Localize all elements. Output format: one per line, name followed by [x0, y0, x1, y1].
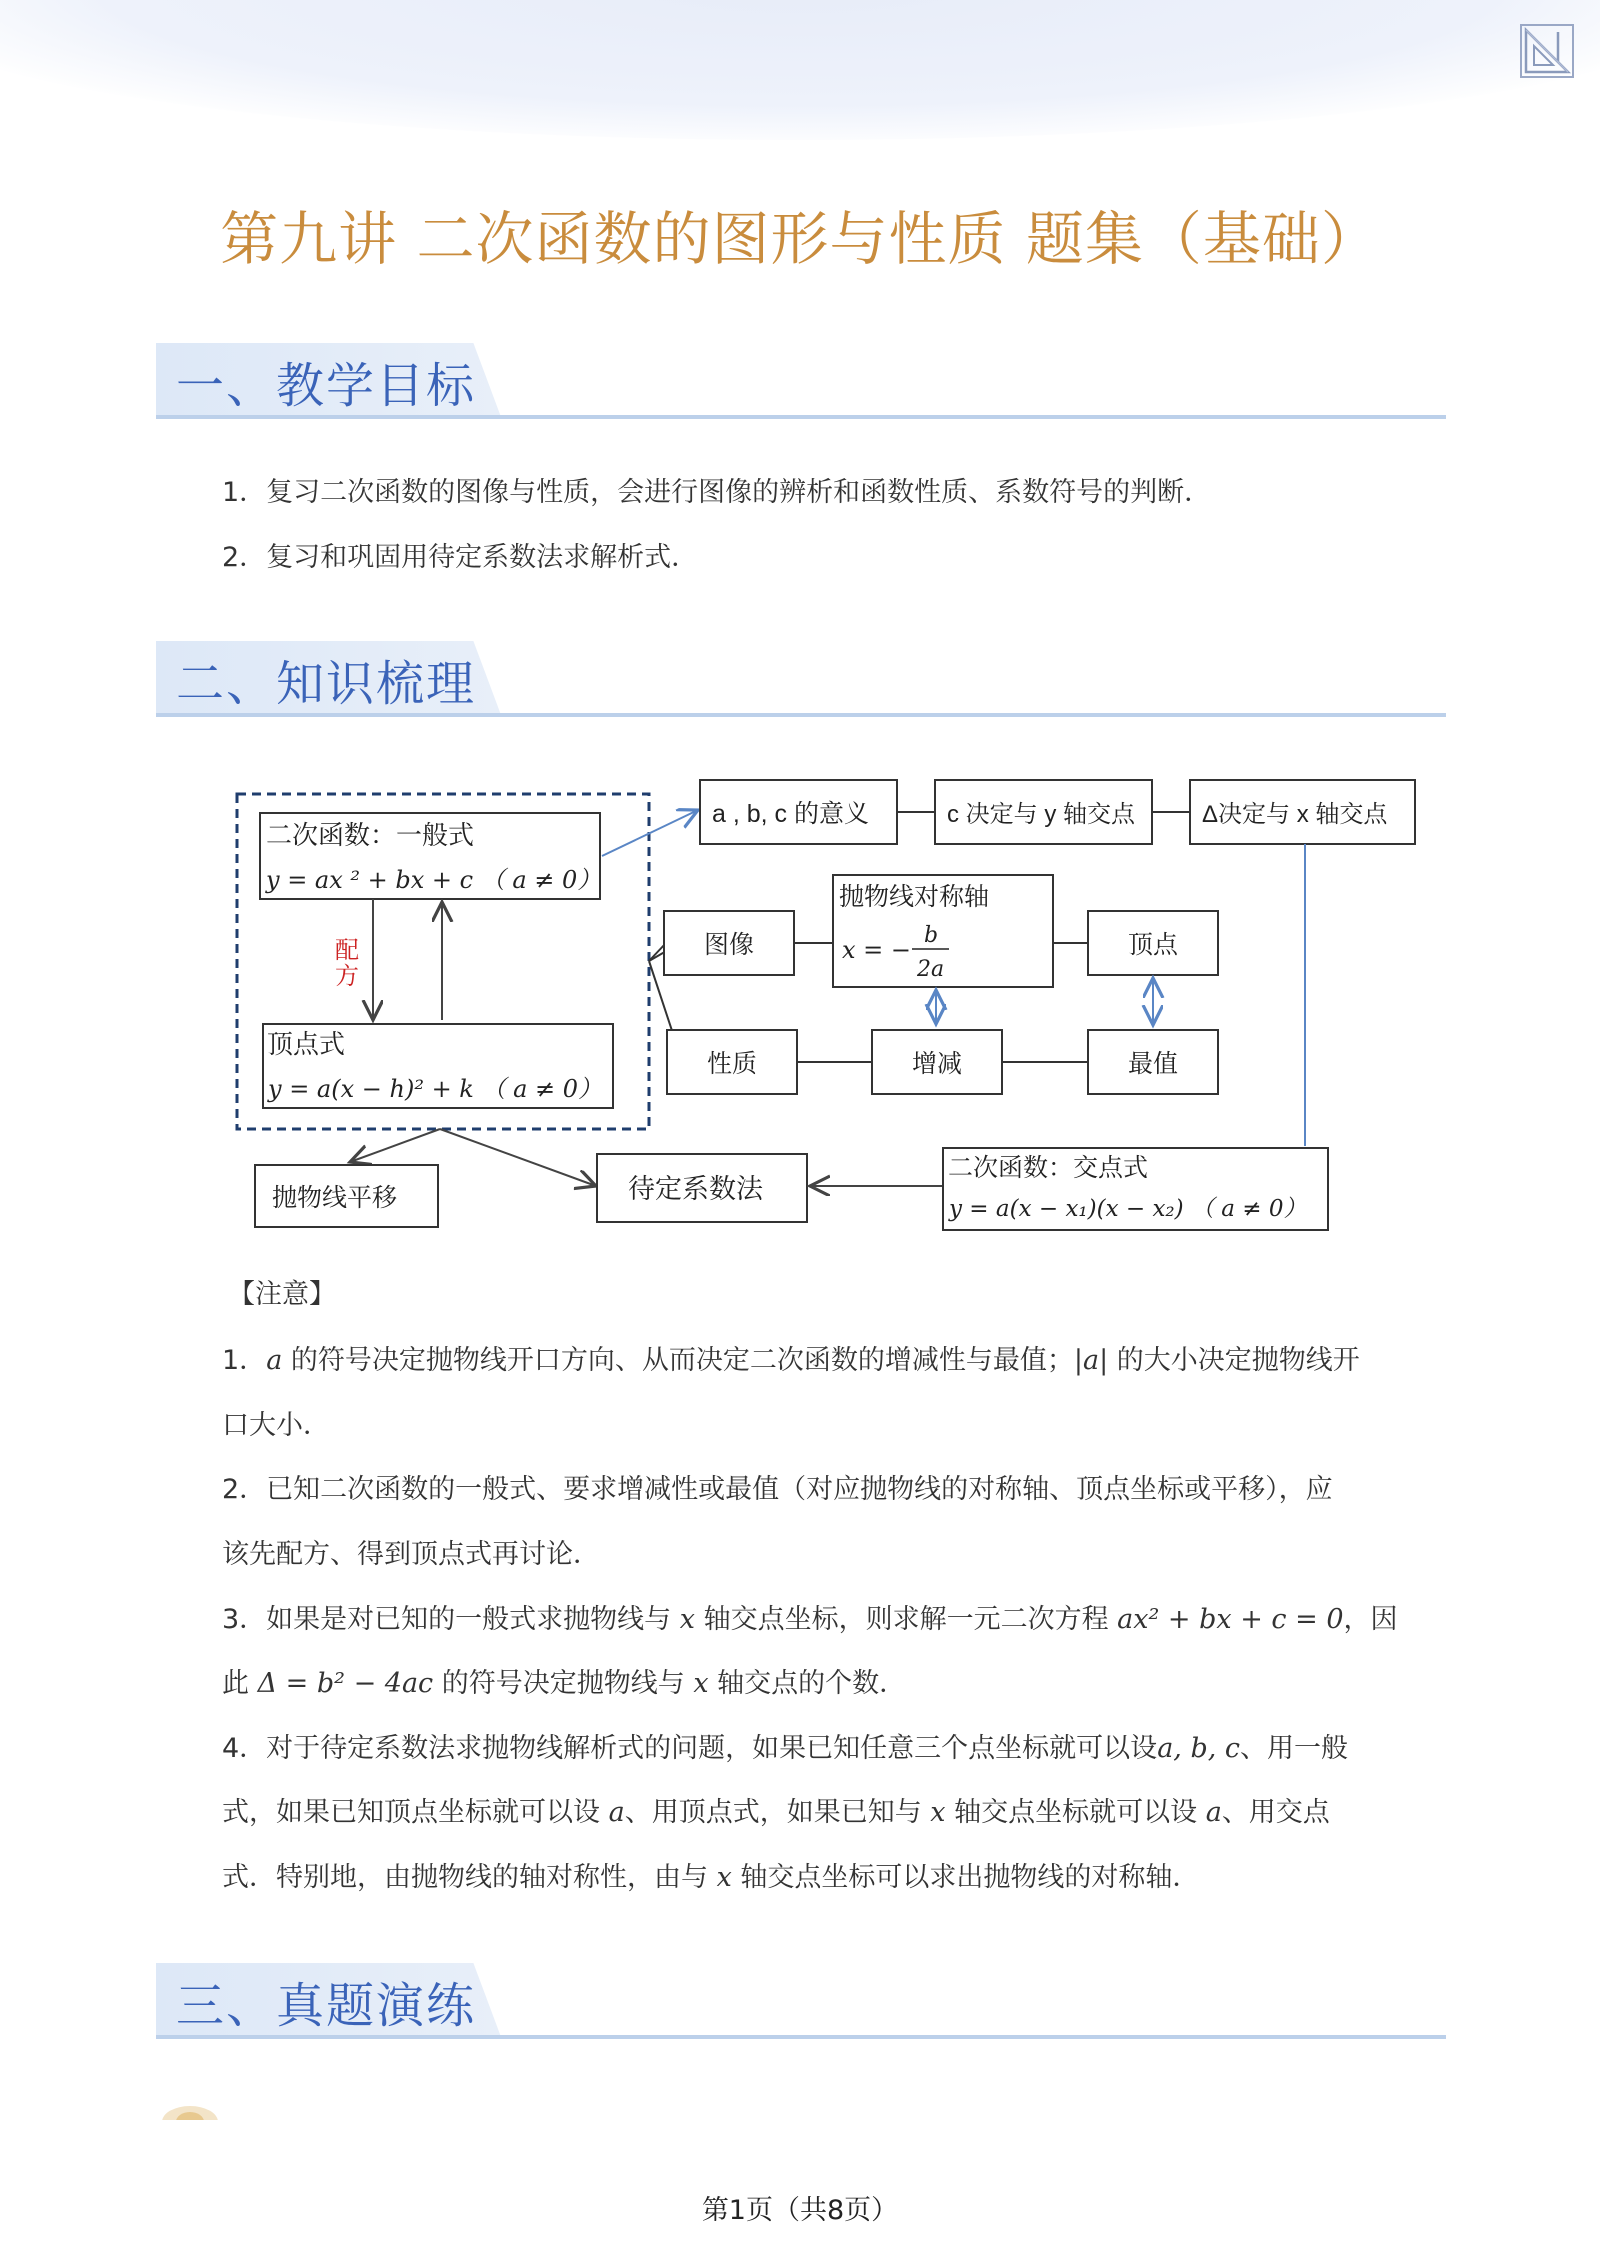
note-label: 【注意】 [228, 1279, 336, 1310]
property-text: 性质 [707, 1050, 758, 1078]
section-heading-goals [156, 343, 1446, 423]
vertex-form-formula: y = a(x − h)² + k （ a ≠ 0） [268, 1075, 603, 1103]
extreme-text: 最值 [1128, 1050, 1179, 1078]
triangle-ruler-logo-icon [1518, 22, 1576, 80]
graph-text: 图像 [704, 931, 755, 959]
section-heading-knowledge [156, 641, 1446, 721]
page-number: 第1页（共8页） [701, 2195, 899, 2226]
note-3-line-1: 3．如果是对已知的一般式求抛物线与 x 轴交点坐标，则求解一元二次方程 ax² + bx + c = 0，因 [222, 1604, 1398, 1635]
goal-item-1: 1．复习二次函数的图像与性质，会进行图像的辨析和函数性质、系数符号的判断． [222, 477, 1212, 508]
note-1-line-2: 口大小． [222, 1410, 330, 1441]
vertex-text: 顶点 [1128, 931, 1179, 959]
section-label: 二、知识梳理 [176, 656, 477, 712]
note-4-line-2: 式，如果已知顶点坐标就可以设 a、用顶点式，如果已知与 x 轴交点坐标就可以设 a、用交点 [222, 1797, 1330, 1828]
section-heading-exercises [156, 1963, 1446, 2043]
section-label: 三、真题演练 [176, 1978, 477, 2034]
intercept-form-formula: y = a(x − x₁)(x − x₂) （ a ≠ 0） [949, 1196, 1307, 1222]
undetermined-text: 待定系数法 [628, 1174, 763, 1204]
translation-text: 抛物线平移 [272, 1184, 398, 1212]
general-form-formula: y = ax ² + bx + c （ a ≠ 0） [266, 866, 602, 894]
axis-x: x = − [842, 936, 912, 964]
c-y-intercept-text: c 决定与 y 轴交点 [947, 801, 1136, 828]
arrow-to-undetermined [440, 1129, 596, 1186]
vertex-form-title: 顶点式 [267, 1029, 346, 1059]
document-title: 第九讲 二次函数的图形与性质 题集（基础） [220, 205, 1380, 273]
section-label: 一、教学目标 [176, 358, 477, 414]
goal-item-2: 2．复习和巩固用待定系数法求解析式． [222, 542, 699, 573]
general-form-title: 二次函数：一般式 [266, 820, 475, 850]
delta-x-intercept-text: Δ决定与 x 轴交点 [1202, 801, 1388, 828]
note-3-line-2: 此 Δ = b² − 4ac 的符号决定抛物线与 x 轴交点的个数． [222, 1668, 907, 1699]
intercept-form-title: 二次函数：交点式 [948, 1154, 1149, 1182]
arrow-to-translation [350, 1129, 440, 1162]
peifang-label: 配 方 [335, 937, 359, 990]
note-4-line-1: 4．对于待定系数法求抛物线解析式的问题，如果已知任意三个点坐标就可以设a, b, c、用一般 [222, 1733, 1349, 1764]
note-2-line-1: 2．已知二次函数的一般式、要求增减性或最值（对应抛物线的对称轴、顶点坐标或平移），应 [222, 1474, 1333, 1505]
header-band [0, 0, 1600, 140]
axis-denominator: 2a [917, 957, 945, 982]
axis-numerator: b [924, 923, 939, 948]
monotonic-text: 增减 [912, 1050, 963, 1078]
note-1-line-1: 1．a 的符号决定抛物线开口方向、从而决定二次函数的增减性与最值；|a| 的大小决定抛物线开 [222, 1345, 1360, 1376]
note-4-line-3: 式．特别地，由抛物线的轴对称性，由与 x 轴交点坐标可以求出抛物线的对称轴． [222, 1862, 1200, 1893]
partial-badge-icon [160, 2096, 224, 2120]
abc-meaning-text: a , b, c 的意义 [712, 800, 869, 828]
axis-title: 抛物线对称轴 [839, 883, 990, 911]
note-2-line-2: 该先配方、得到顶点式再讨论． [222, 1539, 600, 1570]
knowledge-diagram [220, 768, 1430, 1238]
